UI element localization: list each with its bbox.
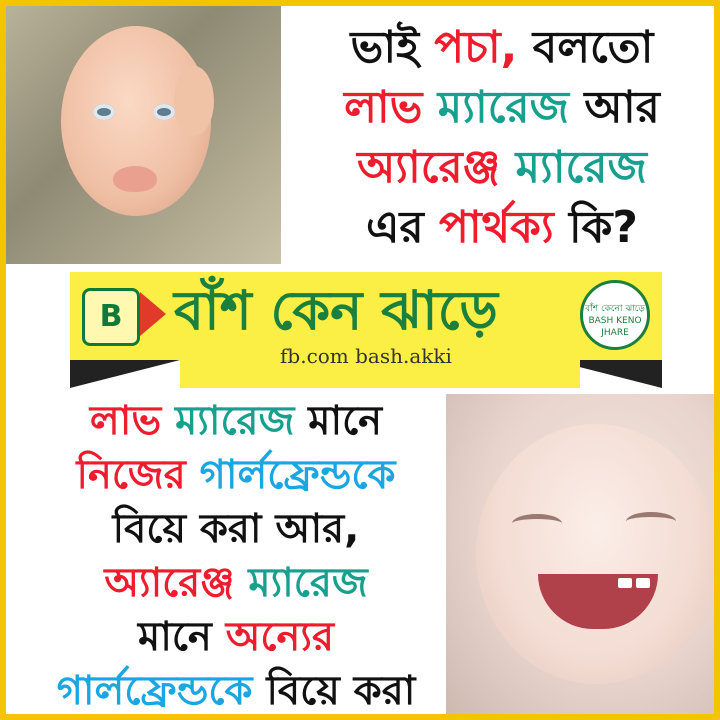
question-word: ম্যারেজ <box>437 82 569 133</box>
question-word: পার্থক্য <box>439 202 554 253</box>
answer-word: মানে <box>308 398 383 444</box>
answer-word: অন্যের <box>225 614 334 660</box>
answer-line-4 <box>16 556 456 610</box>
question-text <box>286 18 718 258</box>
answer-word: লাভ <box>89 398 162 444</box>
baby-tooth <box>636 578 650 588</box>
arrow-icon <box>140 292 166 336</box>
happy-baby-face <box>476 424 716 684</box>
question-word: অ্যারেঞ্জ <box>357 142 501 193</box>
banner-ribbon-left <box>70 360 180 388</box>
answer-word: বিয়ে করা আর, <box>112 506 360 552</box>
happy-baby-photo <box>446 394 720 720</box>
question-word: কি? <box>569 202 638 253</box>
baby-tooth <box>618 578 632 588</box>
seal-text-bottom: BASH KENO JHARE <box>588 316 642 338</box>
answer-line-1 <box>16 394 456 448</box>
question-word: বলতো <box>532 22 654 73</box>
answer-word: নিজের <box>76 452 186 498</box>
answer-word: মানে <box>138 614 212 660</box>
answer-line-6 <box>16 664 456 718</box>
baby-ear <box>174 66 214 136</box>
baby-eye-left <box>93 104 115 120</box>
answer-text <box>16 394 456 718</box>
brand-logo-icon: B <box>82 288 140 346</box>
answer-word: ম্যারেজ <box>175 398 295 444</box>
question-word: পচা, <box>434 22 518 73</box>
question-line-1 <box>286 18 718 78</box>
question-word: লাভ <box>344 82 423 133</box>
question-line-3 <box>286 138 718 198</box>
answer-word: গার্লফ্রেন্ডকে <box>199 452 396 498</box>
brand-seal-icon <box>580 280 650 350</box>
baby-squint-eye-left <box>512 514 562 533</box>
answer-line-2 <box>16 448 456 502</box>
answer-word: ম্যারেজ <box>248 560 368 606</box>
question-word: এর <box>366 202 424 253</box>
sad-baby-photo <box>6 6 281 264</box>
question-word: ম্যারেজ <box>515 142 647 193</box>
question-word: আর <box>584 82 660 133</box>
question-word: ভাই <box>350 22 419 73</box>
question-line-4 <box>286 198 718 258</box>
baby-squint-eye-right <box>626 512 676 531</box>
page-banner <box>70 272 662 390</box>
answer-line-5 <box>16 610 456 664</box>
answer-line-3 <box>16 502 456 556</box>
question-line-2 <box>286 78 718 138</box>
baby-eye-right <box>153 104 175 120</box>
answer-word: গার্লফ্রেন্ডকে <box>56 668 253 714</box>
baby-smile <box>538 574 658 629</box>
seal-text-top: বাঁশ কেনো ঝাড়ে <box>585 304 645 314</box>
answer-word: অ্যারেঞ্জ <box>104 560 235 606</box>
answer-word: বিয়ে করা <box>266 668 416 714</box>
banner-fb-link: fb.com bash.akki <box>280 344 452 368</box>
banner-title: বাঁশ কেন ঝাড়ে <box>174 279 498 342</box>
baby-pout-lips <box>113 166 157 192</box>
